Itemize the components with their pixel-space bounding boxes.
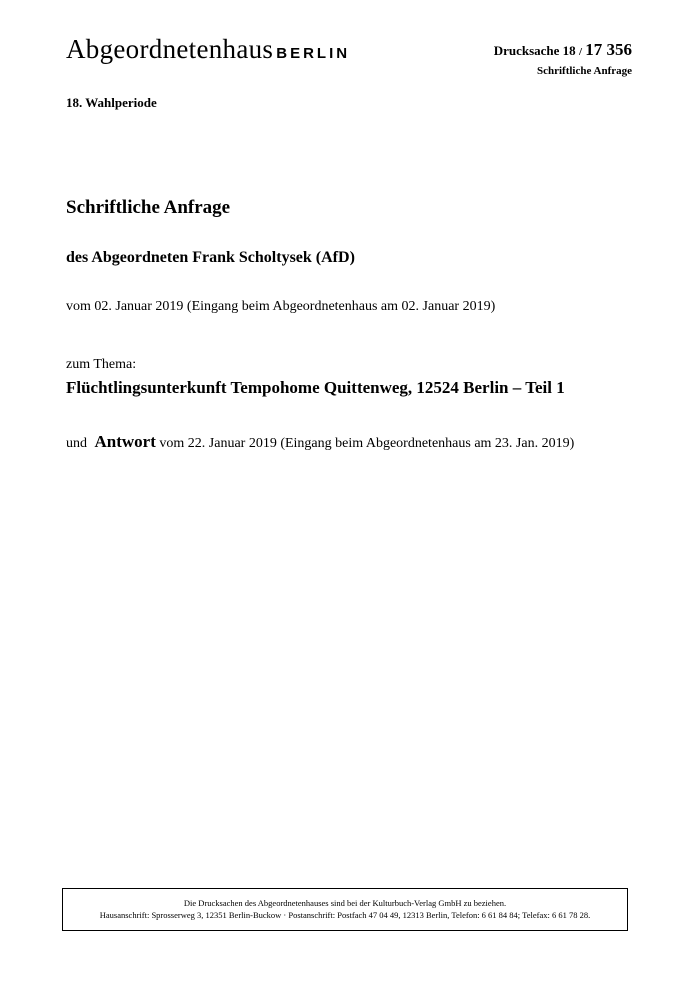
dates-line: vom 02. Januar 2019 (Eingang beim Abgeordnetenhaus am 02. Januar 2019) <box>66 299 496 314</box>
drucksache-label: Drucksache 18 <box>493 43 576 58</box>
drucksache-block <box>494 41 632 77</box>
logo-wordmark: Abgeordnetenhaus <box>66 34 274 64</box>
wahlperiode: 18. Wahlperiode <box>66 95 157 110</box>
parliament-logo <box>66 36 350 63</box>
drucksache-number: 17 356 <box>585 40 632 59</box>
logo-city: BERLIN <box>276 45 351 62</box>
doc-type-label: Schriftliche Anfrage <box>536 65 632 77</box>
answer-prefix: und <box>66 436 87 451</box>
drucksache-slash: / <box>578 46 582 58</box>
author-line: des Abgeordneten Frank Scholtysek (AfD) <box>66 249 355 266</box>
footer-line-2: Hausanschrift: Sprosserweg 3, 12351 Berlin-Buckow · Postanschrift: Postfach 47 04 49, 12313 Berlin, Telefon: 6 61 84 84; Telefax: 6 61 78 28. <box>99 910 591 920</box>
footer-box <box>62 888 628 931</box>
footer-line-1: Die Drucksachen des Abgeordnetenhauses sind bei der Kulturbuch-Verlag GmbH zu beziehen. <box>183 898 507 908</box>
answer-line <box>66 432 574 452</box>
document-title: Schriftliche Anfrage <box>66 197 231 218</box>
drucksache-line <box>494 41 632 58</box>
answer-dates: vom 22. Januar 2019 (Eingang beim Abgeordnetenhaus am 23. Jan. 2019) <box>155 436 575 451</box>
thema-title: Flüchtlingsunterkunft Tempohome Quittenweg, 12524 Berlin – Teil 1 <box>66 378 565 397</box>
thema-label: zum Thema: <box>66 357 137 372</box>
answer-word: Antwort <box>94 432 156 451</box>
